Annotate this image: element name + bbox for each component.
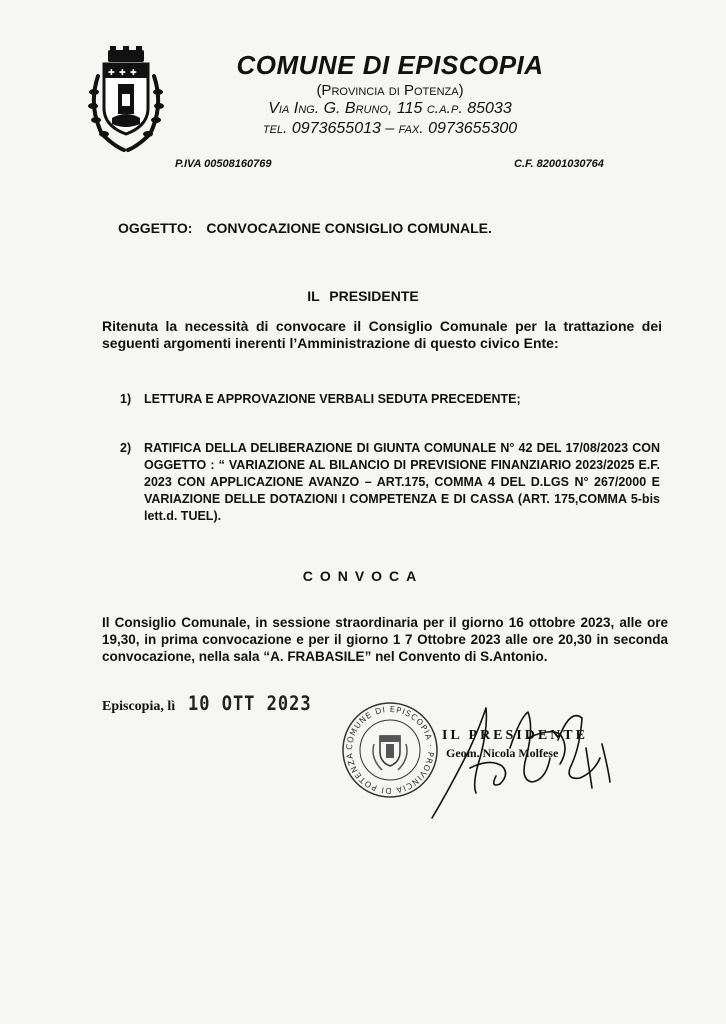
agenda-item-text: RATIFICA DELLA DELIBERAZIONE DI GIUNTA COMUNALE N° 42 DEL 17/08/2023 CON OGGETTO : “ VARIAZIONE AL BILANCIO DI PREVISIONE FINANZIARIO 2023/2025 E.F. 2023 CON APPLICAZIONE AVANZO – ART.175, COMMA 4 DEL D.LGS N° 267/2000 E VARIAZIONE DELLE DOTAZIONI I COMPETENZA E DI CASSA (ART. 175,COMMA 5-bis lett.d. TUEL). [144,441,660,523]
subject-label: OGGETTO: [118,220,193,236]
intro-paragraph: Ritenuta la necessità di convocare il Consiglio Comunale per la trattazione dei seguenti argomenti inerenti l’Amministrazione di questo civico Ente: [102,318,662,351]
municipality-title: COMUNE DI EPISCOPIA [236,50,544,80]
svg-text:✚: ✚ [119,68,126,77]
date-stamp: 10 OTT 2023 [188,692,312,716]
municipal-crest-icon [84,46,168,156]
province-line: (Provincia di Potenza) [316,82,464,99]
subject-text: CONVOCAZIONE CONSIGLIO COMUNALE. [206,220,492,236]
seal-ring-text: COMUNE DI EPISCOPIA · PROVINCIA DI POTENZA [344,704,436,796]
agenda-item-number: 1) [120,392,132,406]
svg-text:✚: ✚ [130,68,137,77]
signatory-role: IL PRESIDENTE [442,728,588,743]
convocation-paragraph: Il Consiglio Comunale, in sessione straordinaria per il giorno 16 ottobre 2023, alle ore 19,30, in prima convocazione e per il giorno 1 7 Ottobre 2023 alle ore 20,30 in seconda convocazione, nella sala “A. FRABASILE” nel Convento di S.Antonio. [102,615,668,664]
vat-number: P.IVA 00508160769 [175,158,272,170]
convoca-heading: CONVOCA [302,568,424,584]
phone-line: tel. 0973655013 – fax. 0973655300 [262,120,518,137]
president-heading: IL PRESIDENTE [307,288,419,304]
agenda-item-text: LETTURA E APPROVAZIONE VERBALI SEDUTA PRECEDENTE; [144,392,521,406]
address-line: Via Ing. G. Bruno, 115 c.a.p. 85033 [268,100,512,117]
place-label: Episcopia, lì [102,699,176,714]
svg-text:✚: ✚ [108,68,115,77]
agenda-item-number: 2) [120,441,132,455]
tax-code: C.F. 82001030764 [514,158,604,170]
signatory-name: Geom. Nicola Molfese [446,746,559,760]
subject-line [118,220,492,236]
handwritten-signature-icon [410,688,620,828]
